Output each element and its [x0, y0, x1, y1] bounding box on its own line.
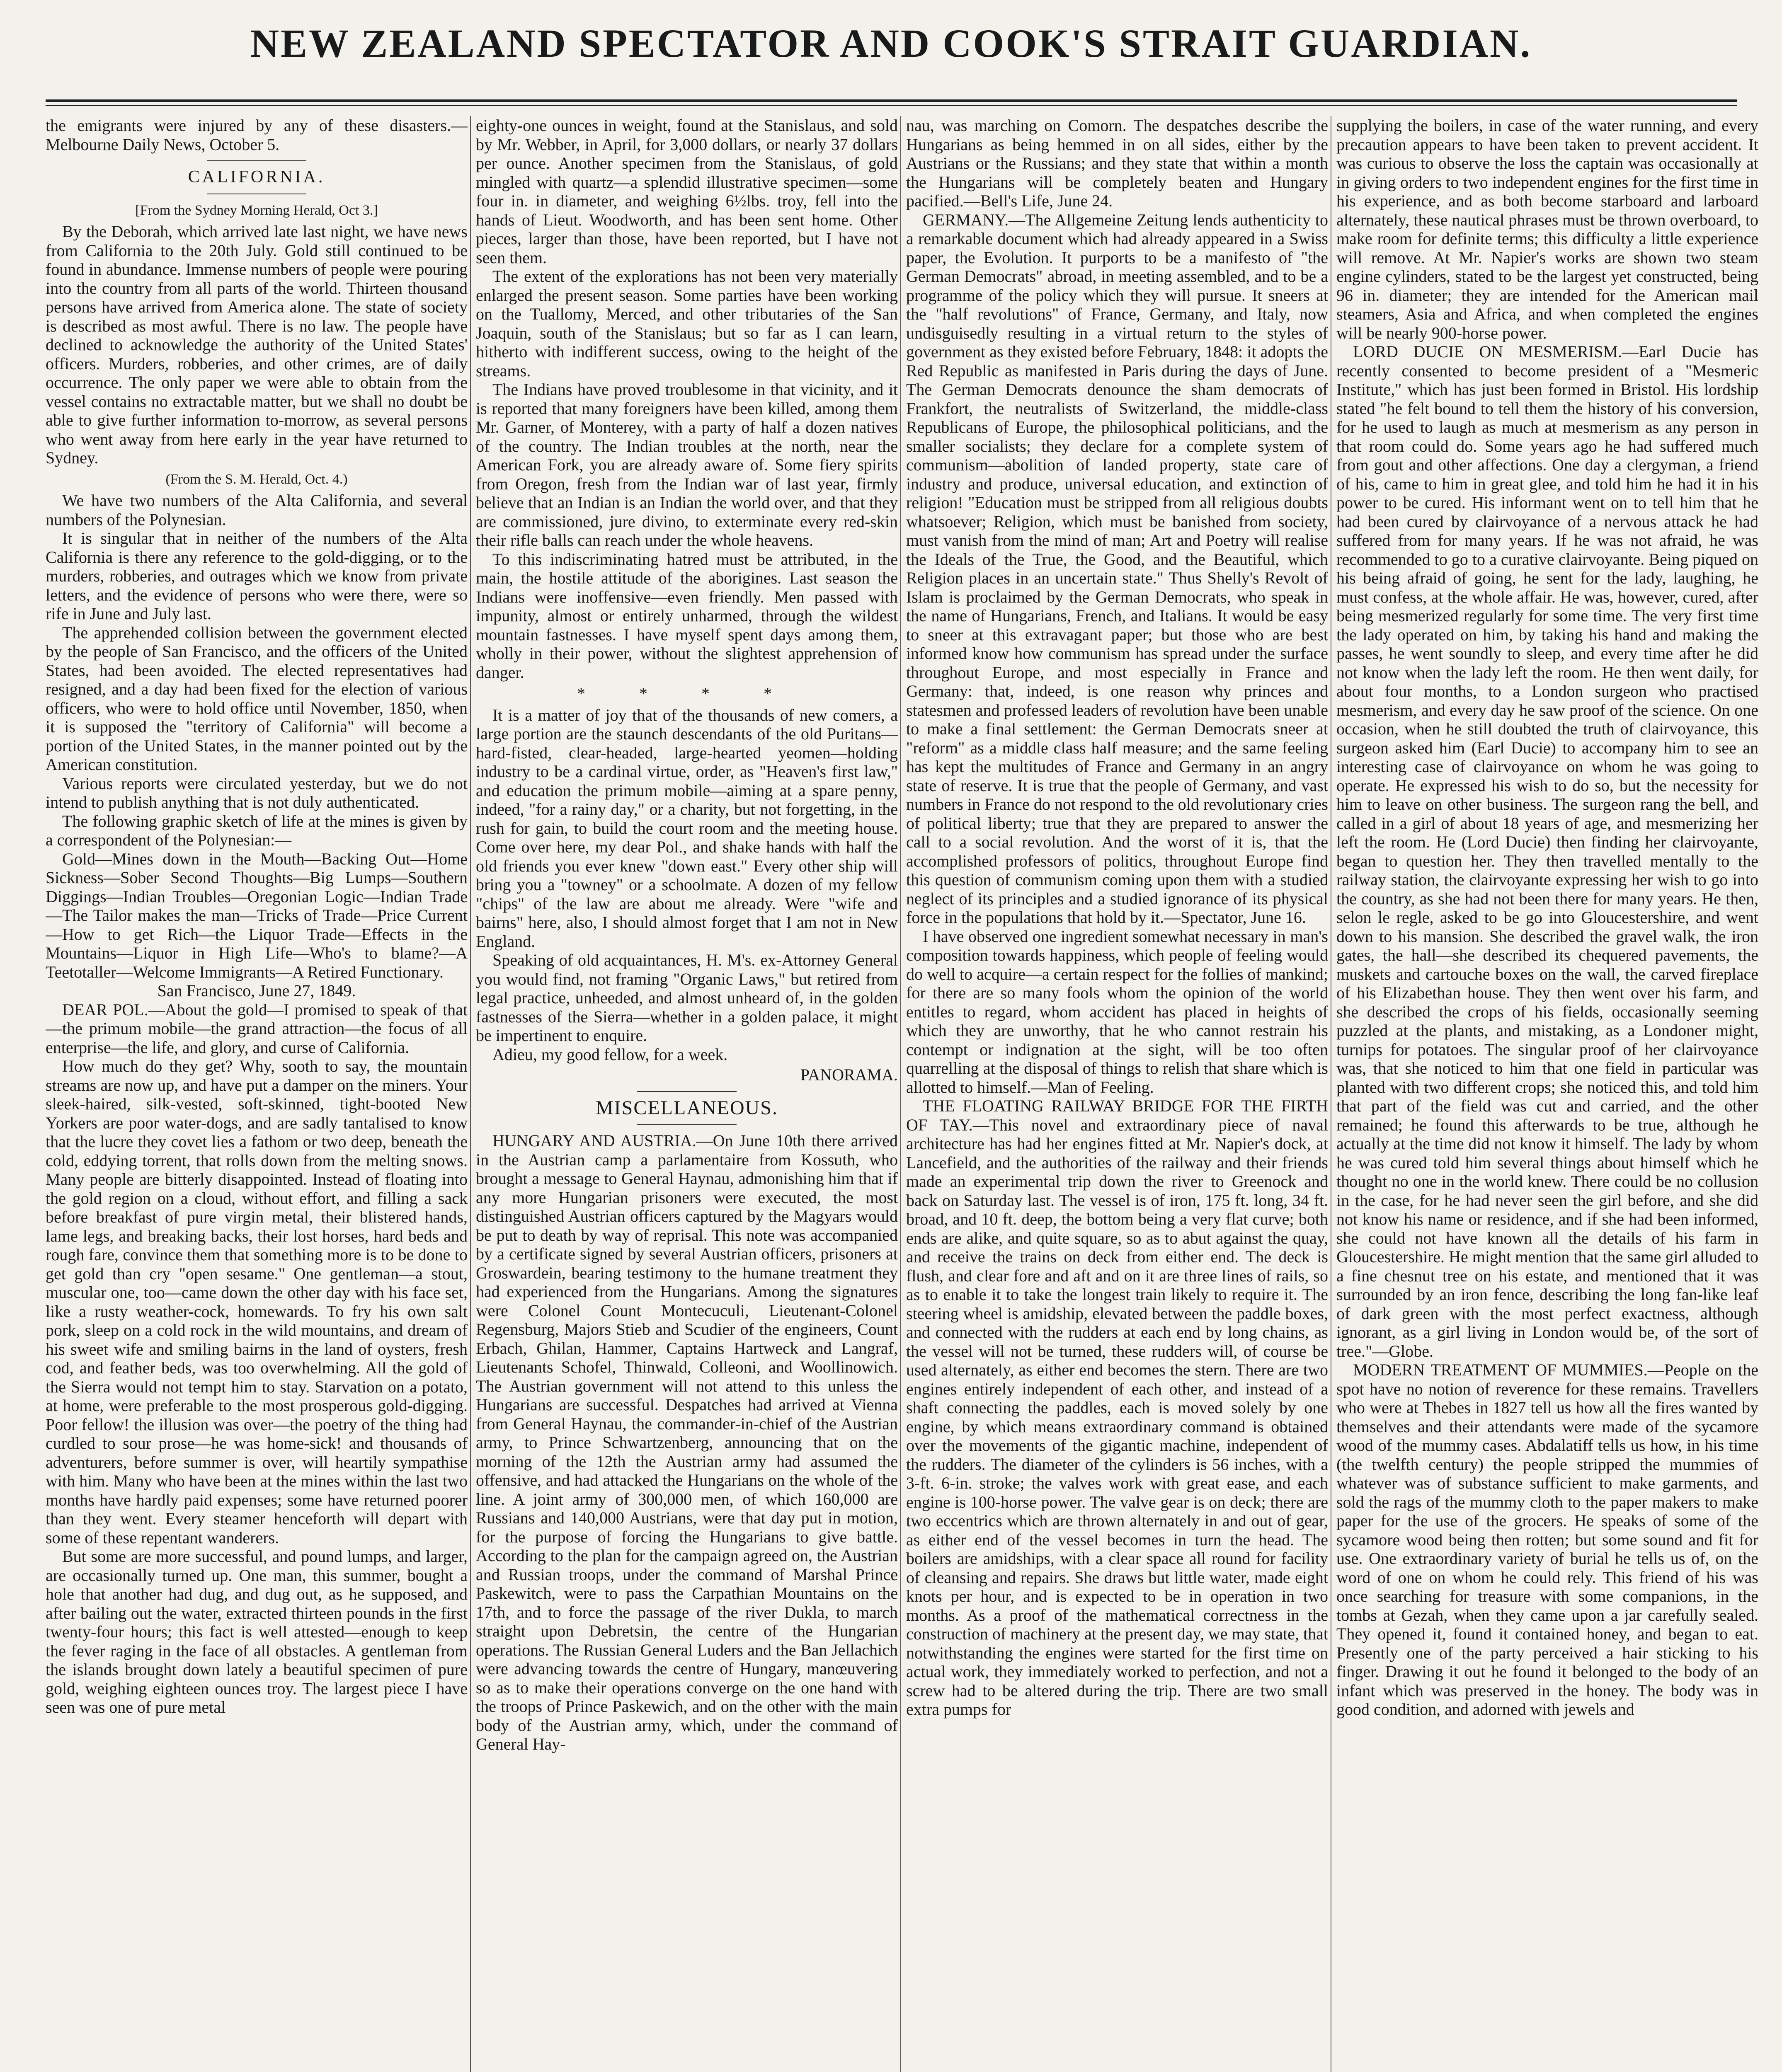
column-1 — [46, 116, 468, 2072]
masthead: NEW ZEALAND SPECTATOR AND COOK'S STRAIT GUARDIAN. — [250, 21, 1532, 65]
paragraph: Speaking of old acquaintances, H. M's. ex-Attorney General you would find, not framing "Organic Laws," but retired from legal practice, unheeded, and almost unheard of, in the golden fastnesses of the Sierra—whether in a golden palace, it might be impertinent to enquire. — [476, 951, 898, 1045]
paragraph: It is singular that in neither of the numbers of the Alta California is there any reference to the gold-digging, or to the murders, robberies, and outrages which we know from private letters, and the evidence of persons who were there, were so rife in June and July last. — [46, 529, 468, 623]
paragraph: The apprehended collision between the government elected by the people of San Francisco, and the officers of the United States, had been avoided. The elected representatives had resigned, and a day had been fixed for the election of various officers, who were to hold office until November, 1850, when it is supposed the "territory of California" will become a portion of the United States, in the manner pointed out by the American constitution. — [46, 623, 468, 774]
section-heading-miscellaneous: MISCELLANEOUS. — [595, 1097, 778, 1119]
dateline: San Francisco, June 27, 1849. — [157, 981, 356, 1000]
paragraph: MODERN TREATMENT OF MUMMIES.—People on the spot have no notion of reverence for these remains. Travellers who were at Thebes in 1827 tell us how all the fires wanted by themselves and their attendants were made of the sycamore wood of the mummy cases. Abdalatiff tells us how, in his time (the twelfth century) the people stripped the mummies of whatever was of substance sufficient to make garments, and sold the rags of the mummy cloth to the paper makers to make paper for the use of the grocers. He speaks of some of the sycamore wood being then rotten; but some sound and fit for use. One extraordinary variety of burial he tells us of, on the word of one on whom he could rely. This friend of his was once searching for treasure with some companions, in the tombs at Gezah, when they came upon a jar carefully sealed. They opened it, found it contained honey, and began to eat. Presently one of the party perceived a hair sticking to his finger. Drawing it out he found it belonged to the body of an infant which was preserved in the honey. The body was in good condition, and adorned with jewels and — [1336, 1360, 1758, 1719]
paragraph: To this indiscriminating hatred must be attributed, in the main, the hostile attitude of the aborigines. Last season the Indians were inoffensive—even friendly. Men passed with impunity, almost or entirely unharmed, through the wildest mountain fastnesses. I have myself spent days among them, wholly in their power, without the slightest apprehension of danger. — [476, 549, 898, 682]
paragraph: nau, was marching on Comorn. The despatches describe the Hungarians as being hemmed in on all sides, either by the Austrians or the Russians; and they state that within a month the Hungarians will be completely beaten and Hungary pacified.—Bell's Life, June 24. — [906, 116, 1328, 210]
paragraph: It is a matter of joy that of the thousands of new comers, a large portion are the staunch descendants of the old Puritans—hard-fisted, clear-headed, large-hearted yeomen—holding industry to be a cardinal virtue, order, as "Heaven's first law," and education the primum mobile—aiming at a spare penny, indeed, "for a rainy day," or a charity, but not forgetting, in the rush for gain, to build the court room and the meeting house. Come over here, my dear Pol., and shake hands with half the old friends you ever knew "down east." Every other ship will bring you a "towney" or a schoolmate. A dozen of my fellow "chips" of the law are about me already. Were "wife and bairns" here, also, I should almost forget that I am not in New England. — [476, 705, 898, 951]
paragraph: By the Deborah, which arrived late last night, we have news from California to the 20th July. Gold still continued to be found in abundance. Immense numbers of people were pouring into the country from all parts of the world. Thirteen thousand persons have arrived from America alone. The state of society is described as most awful. There is no law. The people have declined to acknowledge the authority of the United States' officers. Murders, robberies, and other crimes, are of daily occurrence. The only paper we were able to obtain from the vessel contains no extractable matter, but we shall no doubt be able to give further information to-morrow, as several persons who went away from here early in the year have returned to Sydney. — [46, 222, 468, 467]
paragraph: Various reports were circulated yesterday, but we do not intend to publish anything that is not duly authenticated. — [46, 774, 468, 811]
paragraph: We have two numbers of the Alta California, and several numbers of the Polynesian. — [46, 491, 468, 529]
section-heading-california: CALIFORNIA. — [188, 167, 325, 186]
paragraph: Adieu, my good fellow, for a week. — [492, 1045, 728, 1064]
paragraph: Gold—Mines down in the Mouth—Backing Out—Home Sickness—Sober Second Thoughts—Big Lumps—Southern Diggings—Indian Troubles—Oregonian Logic—Indian Trade—The Tailor makes the man—Tricks of Trade—Price Current—How to get Rich—the Liquor Trade—Effects in the Mountains—Liquor in High Life—Who's to blame?—A Teetotaller—Welcome Immigrants—A Retired Functionary. — [46, 849, 468, 981]
paragraph: The following graphic sketch of life at the mines is given by a correspondent of the Polynesian:— — [46, 811, 468, 849]
paragraph: But some are more successful, and pound lumps, and larger, are occasionally turned up. One man, this summer, bought a hole that another had dug, and dug out, as he supposed, and after bailing out the water, extracted thirteen pounds in the first twenty-four hours; this fact is well attested—enough to keep the fever raging in the face of all obstacles. A gentleman from the islands brought down lately a beautiful specimen of pure gold, weighing eighteen ounces troy. The largest piece I have seen was one of pure metal — [46, 1547, 468, 1716]
paragraph: eighty-one ounces in weight, found at the Stanislaus, and sold by Mr. Webber, in April, for 3,000 dollars, or nearly 37 dollars per ounce. Another specimen from the Stanislaus, of gold mingled with quartz—a splendid illustrative specimen—some four in. in diameter, and weighing 6½lbs. troy, fell into the hands of Lieut. Woodworth, and has been sent home. Other pieces, larger than those, have been reported, but I have not seen them. — [476, 116, 898, 267]
section-stars: * * * * — [577, 684, 797, 703]
column-3 — [906, 116, 1328, 2072]
section-rule — [637, 1091, 737, 1092]
masthead-rule-thin — [46, 105, 1737, 106]
paragraph: LORD DUCIE ON MESMERISM.—Earl Ducie has recently consented to become president of a "Mesmeric Institute," which has just been formed in Bristol. His lordship stated "he felt bound to tell them the history of his conversion, for he used to laugh as much at mesmerism as any person in that room could do. Some years ago he had suffered much from gout and other affections. One day a clergyman, a friend of his, came to him in great glee, and told him he had it in his power to be cured. His informant went on to tell him that he had been cured by clairvoyance of a nervous attack he had suffered from for many years. If he was not afraid, he was recommended to go to a curative clairvoyante. Being piqued on his being afraid of going, he sent for the lady, laughing, he must confess, at the whole affair. He was, however, cured, after being mesmerized regularly for some time. The very first time the lady operated on him, by taking his hand and making the passes, he went soundly to sleep, and every time after he did not know when the lady left the room. He then went daily, for about four months, to a London surgeon who practised mesmerism, and every day he saw proof of the science. On one occasion, when he still doubted the truth of clairvoyance, this surgeon asked him (Earl Ducie) to accompany him to see an interesting case of clairvoyance on whom he was going to operate. He expressed his wish to do so, but the necessity for him to leave on other business. The surgeon rang the bell, and called in a girl of about 18 years of age, and mesmerizing her left the room. He (Lord Ducie) then finding her clairvoyante, began to question her. They then travelled mentally to the railway station, the clairvoyante expressing her wish to go into the country, as she had not been there for many years. He then, selon le regle, asked to be go into Gloucestershire, and went down to his mansion. She described the gravel walk, the iron gates, the hall—she described its chequered pavements, the muskets and cartouche boxes on the wall, the carved fireplace of his Elizabethan house. They then went over his farm, and she described the crops of his fields, occasionally seeming puzzled at the plants, and mistaking, as a Londoner might, turnips for potatoes. The singular proof of her clairvoyance was, that she noticed to him that one field in particular was planted with two different crops; she noticed this, and told him that part of the field was cut and carried, and the other remained; he found this afterwards to be true, although he actually at the time did not know it himself. The lady by whom he was cured told him several things about himself which he thought no one in the world knew. There could be no collusion in the case, for he had never seen the girl before, and she did not know his name or residence, and if she had been informed, she could not have known all the details of his farm in Gloucestershire. He might mention that the same girl alluded to a fine chesnut tree on his estate, and mentioned that it was surrounded by an iron fence, describing the long fan-like leaf of dark green with the most perfect exactness, although ignorant, as a girl living in London would be, of the sort of tree."—Globe. — [1336, 342, 1758, 1360]
article-tail: the emigrants were injured by any of these disasters.—Melbourne Daily News, October 5. — [46, 116, 468, 154]
section-rule — [207, 160, 306, 161]
section-rule — [637, 1124, 737, 1125]
paragraph: THE FLOATING RAILWAY BRIDGE FOR THE FIRTH OF TAY.—This novel and extraordinary piece of naval architecture has had her engines fitted at Mr. Napier's dock, at Lancefield, and the authorities of the railway and their friends made an experimental trip down the river to Greenock and back on Saturday last. The vessel is of iron, 175 ft. long, 34 ft. broad, and 10 ft. deep, the bottom being a very flat curve; both ends are alike, and quite square, so as to abut against the quay, and receive the trains on deck from either end. The deck is flush, and clear fore and aft and on it are three lines of rails, so as to enable it to take the longest train likely to require it. The steering wheel is amidship, elevated between the paddle boxes, and connected with the rudders at each end by long chains, as the vessel will not be turned, these rudders will, of course be used alternately, as either end becomes the stern. There are two engines entirely independent of each other, and instead of a shaft connecting the paddles, each is moved solely by one engine, by which means extraordinary command is obtained over the movements of the gigantic machine, independent of the rudders. The diameter of the cylinders is 56 inches, with a 3-ft. 6-in. stroke; the valves work with great ease, and each engine is 100-horse power. The valve gear is on deck; there are two eccentrics which are thrown alternately in and out of gear, as either end of the vessel becomes in turn the head. The boilers are amidships, with a clear space all round for facility of cleansing and repairs. She draws but little water, made eight knots per hour, and is expected to be in operation in two months. As a proof of the mathematical correctness in the construction of machinery at the present day, we may state, that notwithstanding the engines were started for the first time on actual work, they immediately worked to perfection, and not a screw had to be altered during the trip. There are two small extra pumps for — [906, 1097, 1328, 1719]
paragraph: How much do they get? Why, sooth to say, the mountain streams are now up, and have put a damper on the miners. Your sleek-haired, silk-vested, soft-skinned, tight-booted New Yorkers are poor water-dogs, and are sadly tantalised to know that the lucre they covet lies a fathom or two deep, beneath the cold, eddying torrent, that rolls down from the melting snows. Many people are bitterly disappointed. Instead of floating into the gold region on a cloud, without effort, and filling a sack before breakfast of pure virgin metal, their blistered hands, lame legs, and breaking backs, their lost horses, hard beds and rough fare, convince them that something more is to be done to get gold than cry "open sesame." One gentleman—a stout, muscular one, too—came down the other day with his face set, like a rusty weather-cock, homewards. To fry his own salt pork, sleep on a cold rock in the wild mountains, and dream of his sweet wife and smiling bairns in the land of oysters, fresh cod, and feather beds, was too overwhelming. All the gold of the Sierra would not tempt him to stay. Starvation on a potato, at home, were preferable to the most prosperous gold-digging. Poor fellow! the illusion was over—the poetry of the thing had curdled to sour prose—he was home-sick! and thousands of adventurers, before summer is over, will heartily sympathise with him. Many who have been at the mines within the last two months have hardly paid expenses; some have returned poorer than they went. Every steamer henceforth will depart with some of these repentant wanderers. — [46, 1057, 468, 1547]
paragraph: supplying the boilers, in case of the water running, and every precaution appears to have been taken to prevent accident. It was curious to observe the loss the captain was occasionally at in giving orders to two independent engines for the first time in his experience, and as both become starboard and larboard alternately, these nautical phrases must be thrown overboard, to make room for definite terms; this difficulty a little experience will remove. At Mr. Napier's works are shown two steam engine cylinders, stated to be the largest yet constructed, being 96 in. diameter; they are intended for the American mail steamers, Asia and Africa, and when completed the engines will be nearly 900-horse power. — [1336, 116, 1758, 342]
column-divider — [470, 116, 471, 2072]
paragraph: The Indians have proved troublesome in that vicinity, and it is reported that many foreigners have been killed, among them Mr. Garner, of Monterey, with a party of half a dozen natives of the country. The Indian troubles at the north, near the American Fork, you are already aware of. Some fiery spirits from Oregon, fresh from the Indian war of last year, firmly believe that an Indian is an Indian the world over, and that they are commissioned, jure divino, to exterminate every red-skin their rifle balls can reach under the whole heavens. — [476, 380, 898, 549]
source-line: (From the S. M. Herald, Oct. 4.) — [165, 471, 348, 487]
masthead-rule — [46, 99, 1737, 102]
paragraph: DEAR POL.—About the gold—I promised to speak of that—the primum mobile—the grand attraction—the focus of all enterprise—the life, and glory, and curse of California. — [46, 1000, 468, 1057]
source-line: [From the Sydney Morning Herald, Oct 3.] — [135, 202, 378, 218]
paragraph: HUNGARY AND AUSTRIA.—On June 10th there arrived in the Austrian camp a parlamentaire from Kossuth, who brought a message to General Haynau, admonishing him that if any more Hungarian prisoners were executed, the most distinguished Austrian officers captured by the Magyars would be put to death by way of reprisal. This note was accompanied by a certificate signed by several Austrian officers, prisoners at Groswardein, bearing testimony to the humane treatment they had experienced from the Hungarians. Among the signatures were Colonel Count Montecuculi, Lieutenant-Colonel Regensburg, Majors Stieb and Scudier of the engineers, Count Erbach, Ghilan, Hammer, Captains Hartweck and Langraf, Lieutenants Schofel, Thinwald, Colleoni, and Woollinowich. The Austrian government will not attend to this unless the Hungarians are successful. Despatches had arrived at Vienna from General Haynau, the commander-in-chief of the Austrian army, to Prince Schwartzenberg, announcing that on the morning of the 12th the Austrian army had assumed the offensive, and had attacked the Hungarians on the whole of the line. A joint army of 300,000 men, of which 160,000 are Russians and 140,000 Austrians, were that day put in motion, for the purpose of forcing the Hungarians to give battle. According to the plan for the campaign agreed on, the Austrian and Russian troops, under the command of Marshal Prince Paskewitch, were to pass the Carpathian Mountains on the 17th, and to force the passage of the river Dukla, to march straight upon Debretsin, the centre of the Hungarian operations. The Russian General Luders and the Ban Jellachich were advancing towards the centre of Hungary, manœuvering so as to make their operations converge on the one hand with the troops of Prince Paskewich, and on the other with the main body of the Austrian army, which, under the command of General Hay- — [476, 1131, 898, 1753]
column-4 — [1336, 116, 1758, 2072]
paragraph: I have observed one ingredient somewhat necessary in man's composition towards happiness, which people of feeling would do well to acquire—a certain respect for the follies of mankind; for there are so many fools whom the opinion of the world entitles to regard, whom accident has placed in heights of which they are unworthy, that he who cannot restrain his contempt or indignation at the sight, will be too often quarrelling at the disposal of things to relish that share which is allotted to himself.—Man of Feeling. — [906, 927, 1328, 1097]
paragraph: The extent of the explorations has not been very materially enlarged the present season. Some parties have been working on the Tuallomy, Merced, and other tributaries of the San Joaquin, south of the Stanislaus; but so far as I can learn, hitherto with indifferent success, owing to the height of the streams. — [476, 267, 898, 380]
column-divider — [900, 116, 901, 2072]
paragraph: GERMANY.—The Allgemeine Zeitung lends authenticity to a remarkable document which had already appeared in a Swiss paper, the Evolution. It purports to be a manifesto of "the German Democrats" abroad, in meeting assembled, and to be a programme of the policy which they will pursue. It sneers at the "half revolutions" of France, Germany, and Italy, now undisguisedly resulting in a virtual return to the styles of government as they existed before February, 1848: it adopts the Red Republic as manifested in Paris during the days of June. The German Democrats denounce the sham democrats of Frankfort, the neutralists of Switzerland, the middle-class Republicans of Europe, the philosophical politicians, and the smaller socialists; they declare for a complete system of communism—abolition of landed property, state care of industry and produce, universal education, and extinction of religion! "Education must be stripped from all religious doubts whatsoever; Religion, which must be banished from society, must vanish from the mind of man; Art and Poetry will realise the Ideals of the True, the Good, and the Beautiful, which Religion places in an uncertain state." Thus Shelly's Revolt of Islam is proclaimed by the German Democrats, who speak in the name of Hungarians, French, and Italians. It would be easy to sneer at this extravagant paper; but those who are best informed know how communism has spread under the surface throughout Europe, and most especially in France and Germany: that, indeed, is one reason why princes and statesmen and professed leaders of revolution have been unable to make a final settlement: the German Democrats sneer at "reform" as a middle class half measure; and the same feeling has kept the multitudes of France and Germany in an angry state of reserve. It is true that the people of Germany, and vast numbers in France do not respond to the old revolutionary cries of political liberty; true that they are prepared to answer the call to a social revolution. And the worst of it is, that the accomplished professors of politics, throughout Europe find this question of communism coming upon them with a studied neglect of its principles and a studied ignorance of its physical force in the populations that hold by it.—Spectator, June 16. — [906, 210, 1328, 927]
column-2 — [476, 116, 898, 2072]
signature: PANORAMA. — [800, 1065, 898, 1084]
